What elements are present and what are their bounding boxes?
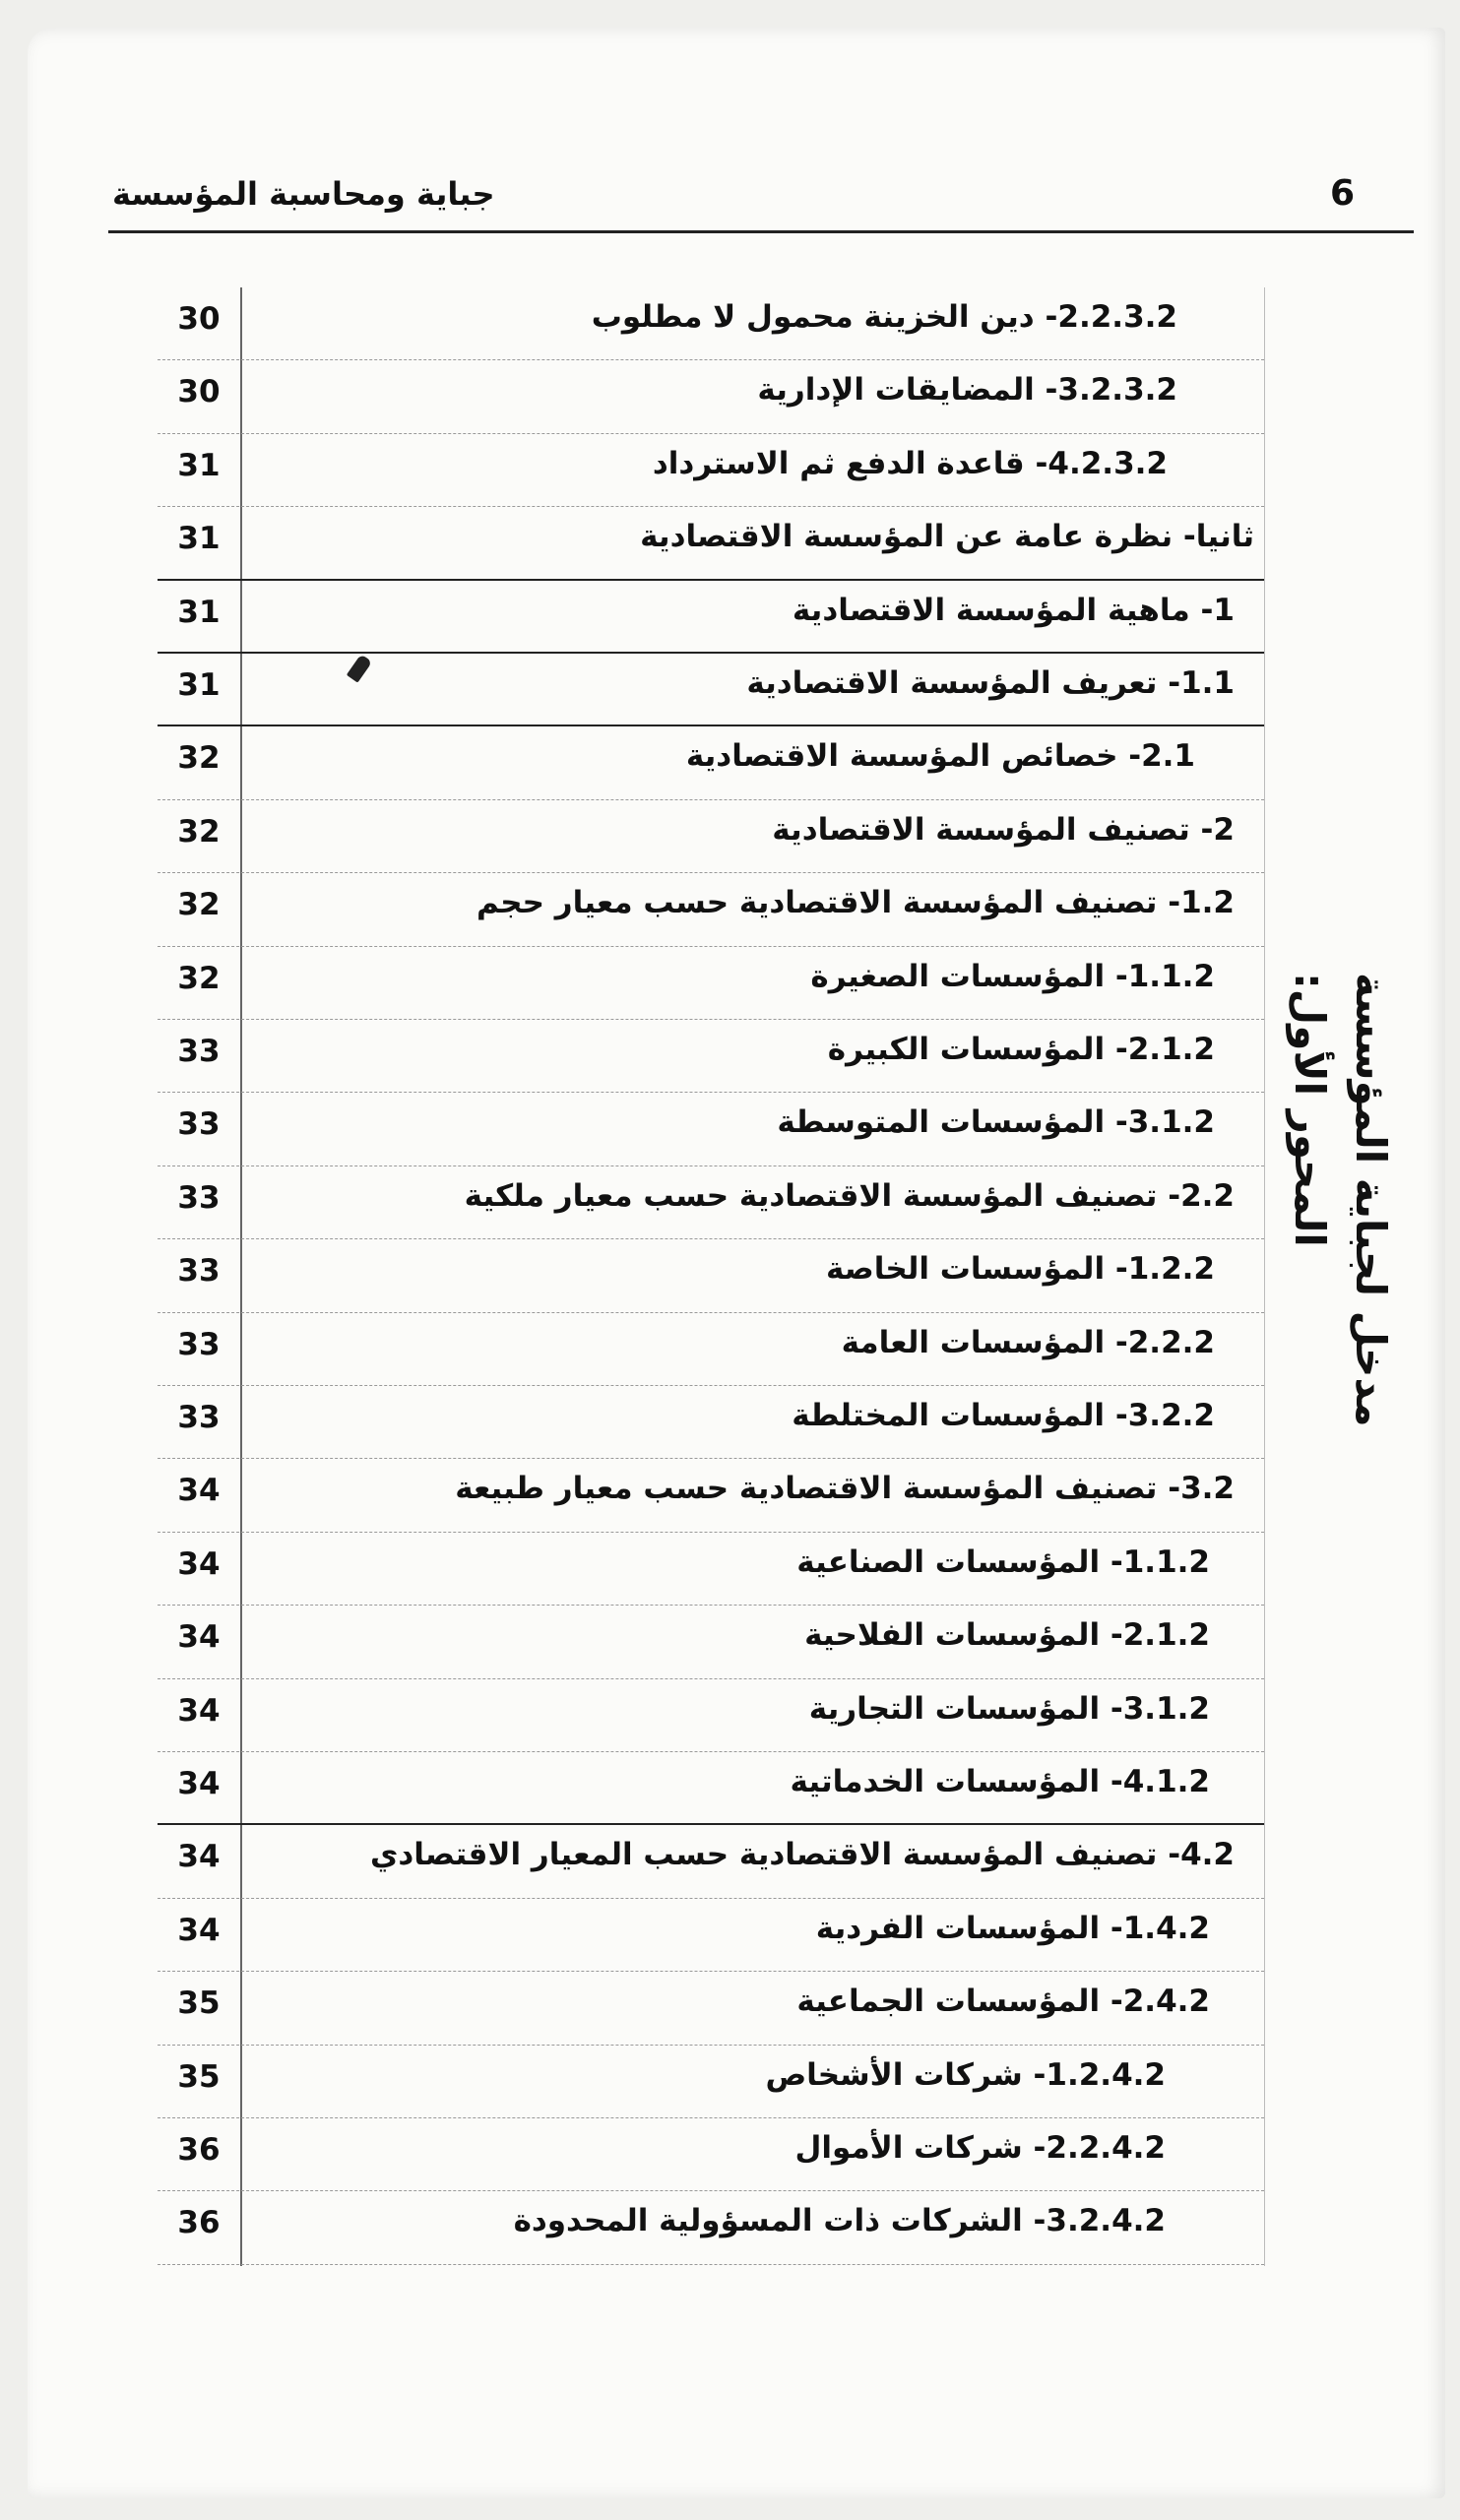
toc-page-number: 32 xyxy=(177,887,221,923)
toc-row xyxy=(158,2191,1264,2264)
toc-row xyxy=(158,287,1264,360)
toc-entry: 1.1.2- المؤسسات الصغيرة xyxy=(810,958,1215,994)
toc-row xyxy=(158,1679,1264,1752)
toc-row xyxy=(158,581,1264,654)
toc-entry: 2- تصنيف المؤسسة الاقتصادية xyxy=(772,811,1235,848)
toc-entry: 2.1.2- المؤسسات الكبيرة xyxy=(827,1032,1215,1067)
toc-row xyxy=(158,654,1264,726)
toc-page-number: 30 xyxy=(177,374,221,410)
toc-page-number: 31 xyxy=(177,594,221,630)
toc-row xyxy=(158,1020,1264,1093)
toc-entry: 3.1.2- المؤسسات التجارية xyxy=(808,1690,1210,1727)
toc-row xyxy=(158,507,1264,580)
toc-entry: 2.1- خصائص المؤسسة الاقتصادية xyxy=(685,738,1195,775)
toc-page-number: 34 xyxy=(177,1692,221,1729)
toc-page-number: 31 xyxy=(177,447,221,483)
toc-page-number: 30 xyxy=(177,301,221,337)
toc-entry: 2.2.3.2- دين الخزينة محمول لا مطلوب xyxy=(591,299,1177,335)
toc-entry: 2.4.2- المؤسسات الجماعية xyxy=(796,1984,1210,2020)
toc-page-number: 34 xyxy=(177,1473,221,1509)
toc-page-number: 31 xyxy=(177,667,221,703)
toc-row xyxy=(158,873,1264,946)
toc-page-number: 33 xyxy=(177,1179,221,1216)
toc-row xyxy=(158,1386,1264,1459)
toc-row xyxy=(158,800,1264,873)
toc-entry: 2.2.4.2- شركات الأموال xyxy=(794,2130,1166,2166)
toc-entry: 4.2.3.2- قاعدة الدفع ثم الاسترداد xyxy=(652,445,1168,481)
toc-page-number: 33 xyxy=(177,1106,221,1143)
toc-row xyxy=(158,1752,1264,1825)
toc-row xyxy=(158,2118,1264,2191)
toc-page-number: 32 xyxy=(177,740,221,777)
toc-entry: 4.2- تصنيف المؤسسة الاقتصادية حسب المعيار الاقتصادي xyxy=(369,1837,1235,1873)
right-column-divider xyxy=(1264,287,1265,2266)
toc-page-number: 36 xyxy=(177,2205,221,2241)
toc-page-number: 34 xyxy=(177,1619,221,1656)
toc-entry: 1.2- تصنيف المؤسسة الاقتصادية حسب معيار حجم xyxy=(476,885,1235,921)
toc-entry: 1.2.4.2- شركات الأشخاص xyxy=(765,2056,1166,2093)
toc-row xyxy=(158,1459,1264,1532)
toc-page-number: 35 xyxy=(177,1985,221,2022)
toc-page-number: 33 xyxy=(177,1326,221,1362)
toc-entry: 1.4.2- المؤسسات الفردية xyxy=(815,1910,1210,1946)
toc-row xyxy=(158,1899,1264,1972)
toc-entry: 1- ماهية المؤسسة الاقتصادية xyxy=(792,592,1235,628)
toc-row xyxy=(158,1166,1264,1239)
toc-entry: 1.1.2- المؤسسات الصناعية xyxy=(796,1544,1210,1580)
book-page xyxy=(28,28,1445,2498)
toc-row xyxy=(158,2046,1264,2118)
toc-row xyxy=(158,726,1264,799)
header-divider xyxy=(108,230,1414,233)
toc-row xyxy=(158,947,1264,1020)
toc-page-number: 34 xyxy=(177,1839,221,1875)
toc-page-number: 33 xyxy=(177,1400,221,1435)
chapter-side-label xyxy=(1286,973,1424,1524)
page-number: 6 xyxy=(1329,173,1355,214)
toc-page-number: 32 xyxy=(177,813,221,850)
toc-row xyxy=(158,1093,1264,1166)
toc-page-number: 34 xyxy=(177,1545,221,1582)
toc-entry: 3.2.3.2- المضايقات الإدارية xyxy=(757,372,1177,409)
toc-page-number: 33 xyxy=(177,1034,221,1069)
toc-page-number: 32 xyxy=(177,960,221,996)
toc-entry: 3.2.2- المؤسسات المختلطة xyxy=(792,1398,1215,1433)
toc-page-number: 33 xyxy=(177,1253,221,1290)
toc-row xyxy=(158,1825,1264,1898)
toc-row xyxy=(158,1972,1264,2045)
toc-entry: 2.1.2- المؤسسات الفلاحية xyxy=(804,1617,1210,1654)
toc-entry: 1.2.2- المؤسسات الخاصة xyxy=(825,1251,1215,1288)
toc-row xyxy=(158,1239,1264,1312)
toc-row xyxy=(158,360,1264,433)
toc-page-number: 34 xyxy=(177,1912,221,1948)
toc-page-number: 34 xyxy=(177,1766,221,1801)
toc-page-number: 36 xyxy=(177,2132,221,2168)
toc-entry: 3.1.2- المؤسسات المتوسطة xyxy=(777,1104,1215,1141)
table-of-contents xyxy=(158,287,1264,2266)
toc-row xyxy=(158,1533,1264,1606)
toc-row xyxy=(158,1606,1264,1678)
toc-row xyxy=(158,1313,1264,1386)
toc-entry: 1.1- تعريف المؤسسة الاقتصادية xyxy=(746,665,1235,701)
book-title: جباية ومحاسبة المؤسسة xyxy=(112,175,495,213)
chapter-side-label-line1: المحور الأول: xyxy=(1286,973,1334,1247)
toc-entry: ثانيا- نظرة عامة عن المؤسسة الاقتصادية xyxy=(640,519,1254,555)
toc-row xyxy=(158,434,1264,507)
pen-mark xyxy=(347,654,372,682)
toc-entry: 3.2- تصنيف المؤسسة الاقتصادية حسب معيار طبيعة xyxy=(455,1471,1235,1507)
chapter-side-label-line2: مدخل لجباية المؤسسة xyxy=(1347,973,1395,1427)
toc-entry: 2.2- تصنيف المؤسسة الاقتصادية حسب معيار ملكية xyxy=(464,1177,1235,1214)
toc-entry: 2.2.2- المؤسسات العامة xyxy=(841,1324,1215,1360)
toc-page-number: 35 xyxy=(177,2058,221,2095)
toc-entry: 3.2.4.2- الشركات ذات المسؤولية المحدودة xyxy=(513,2203,1166,2239)
toc-page-number: 31 xyxy=(177,521,221,557)
toc-entry: 4.1.2- المؤسسات الخدماتية xyxy=(790,1764,1210,1799)
